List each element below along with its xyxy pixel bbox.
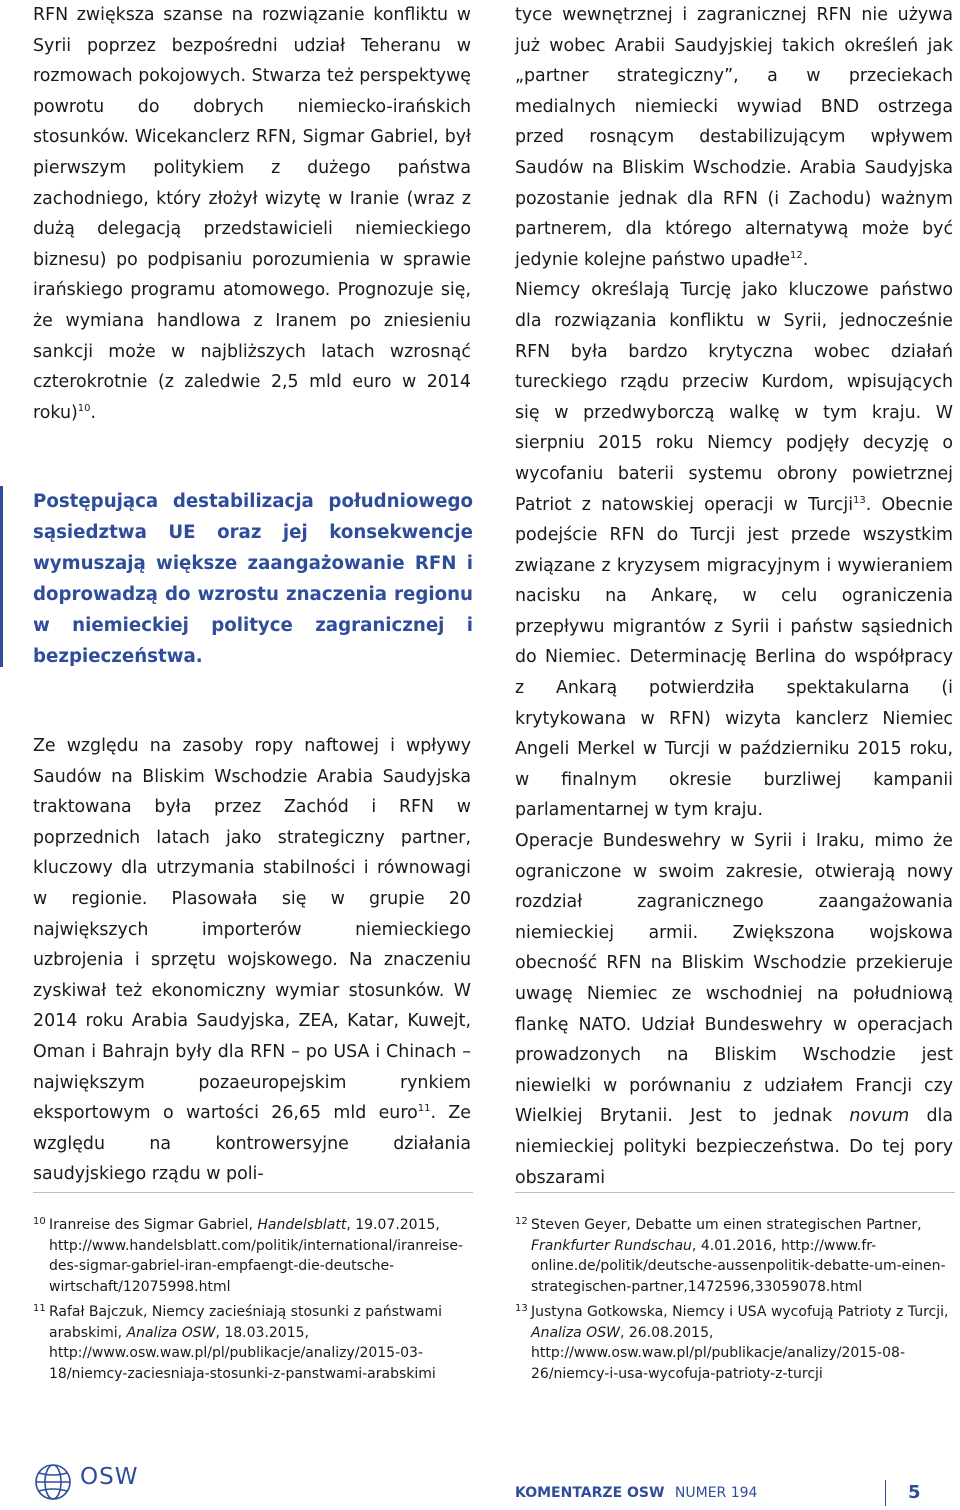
left-column: [33, 0, 471, 428]
paragraph-text: Niemcy określają Turcję jako kluczowe państwo dla rozwiązania konfliktu w Syrii, jednocześnie RFN była bardzo krytyczna wobec działań tureckiego rządu przeciw Kurdom, wpisujących się w przedwyborczą walkę w tym kraju. W sierpniu 2015 roku Niemcy podjęły decyzję o wycofaniu baterii systemu obrony powietrznej Patriot z natowskiej operacji w Turcji: [515, 280, 953, 515]
footnote-ref[interactable]: 12: [790, 249, 803, 261]
footnote-ref[interactable]: 10: [77, 402, 91, 414]
publication-info: [515, 1485, 757, 1501]
footnote: [33, 1215, 473, 1298]
footnote-text: Rafał Bajczuk, Niemcy zacieśniają stosunki z państwami arabskimi,: [49, 1303, 442, 1341]
footnote: [515, 1302, 955, 1385]
footnote-ref[interactable]: 11: [417, 1103, 431, 1115]
footnote-link[interactable]: , 18.03.2015, http://www.osw.waw.pl/pl/publikacje/analizy/2015-03-18/niemcy-zaciesniaja-stosunki-z-panstwami-arabskimi: [49, 1324, 436, 1382]
right-column: [515, 0, 953, 1193]
footnote: [515, 1215, 955, 1298]
body-paragraph: [515, 275, 953, 826]
footnote-divider: [515, 1192, 955, 1193]
body-paragraph: [515, 0, 953, 275]
footnote-source: Analiza OSW: [126, 1324, 216, 1341]
page-footer: [0, 1450, 960, 1510]
footnote-text: Justyna Gotkowska, Niemcy i USA wycofują Patrioty z Turcji,: [531, 1303, 949, 1320]
footnote: [33, 1302, 473, 1385]
footnote-divider: [33, 1192, 473, 1193]
footnote-text: Iranreise des Sigmar Gabriel,: [49, 1217, 258, 1233]
issue-number: NUMER 194: [674, 1485, 758, 1501]
page-number: 5: [908, 1482, 921, 1503]
paragraph-text: RFN zwiększa szanse na rozwiązanie konfliktu w Syrii poprzez bezpośredni udział Teheranu w rozmowach pokojowych. Stwarza też perspektywę powrotu do dobrych niemiecko-irańskich stosunków. Wicekanclerz RFN, Sigmar Gabriel, był pierwszym politykiem z dużego państwa zachodniego, który złożył wizytę w Iranie (wraz z dużą delegacją przedstawicieli niemieckiego biznesu) po podpisaniu porozumienia w sprawie irańskiego programu atomowego. Prognozuje się, że wymiana handlowa z Iranem po zniesieniu sankcji może w najbliższych latach wzrosnąć czterokrotnie (z zaledwie 2,5 mld euro w 2014 roku): [33, 5, 471, 423]
highlight-accent-bar: [0, 486, 3, 667]
left-column-lower: [33, 731, 471, 1190]
body-paragraph: [33, 0, 471, 428]
footnote-text: Steven Geyer, Debatte um einen strategischen Partner,: [531, 1217, 922, 1233]
body-paragraph: [33, 731, 471, 1190]
paragraph-text: tyce wewnętrznej i zagranicznej RFN nie używa już wobec Arabii Saudyjskiej takich określeń jak „partner strategiczny”, a w przeciekach medialnych niemiecki wywiad BND ostrzega przed rosnącym destabilizującym wpływem Saudów na Bliskim Wschodzie. Arabia Saudyjska pozostanie jednak dla RFN (i Zachodu) ważnym partnerem, dla którego alternatywą może być jedynie kolejne państwo upadłe: [515, 5, 953, 270]
paragraph-text: dla niemieckiej polityki bezpieczeństwa. Do tej pory obszarami: [515, 1106, 953, 1188]
italic-term: novum: [849, 1106, 910, 1127]
footnote-source: Analiza OSW: [531, 1324, 620, 1341]
paragraph-text: Operacje Bundeswehry w Syrii i Iraku, mimo że ograniczone w swoim zakresie, otwierają nowy rozdział zagranicznego zaangażowania niemieckiej armii. Zwiększona wojskowa obecność RFN na Bliskim Wschodzie przekieruje uwagę Niemiec ze wschodniej na południową flankę NATO. Udział Bundeswehry w operacjach prowadzonych na Bliskim Wschodzie jest niewielki w porównaniu z udziałem Francji czy Wielkiej Brytanii. Jest to jednak: [515, 831, 953, 1127]
footnote-number: 10: [33, 1216, 46, 1227]
footnote-source: Frankfurter Rundschau: [531, 1237, 692, 1254]
series-name: KOMENTARZE OSW: [515, 1485, 665, 1501]
paragraph-text: .: [802, 249, 809, 270]
footnotes-right: [515, 1215, 955, 1389]
paragraph-text: .: [90, 402, 97, 423]
footnote-link[interactable]: , 19.07.2015, http://www.handelsblatt.com/politik/international/iranreise-des-sigmar-gabriel-iran-empfaengt-die-deutsche-wirtschaft/12075998.html: [49, 1217, 464, 1296]
footnotes-left: [33, 1215, 473, 1389]
footnote-source: Handelsblatt: [257, 1217, 347, 1233]
footnote-link[interactable]: , 4.01.2016, http://www.fr-online.de/politik/deutsche-aussenpolitik-debatte-um-einen-strategischen-partner,1472596,33059078.html: [531, 1237, 946, 1296]
footnote-number: 12: [515, 1216, 528, 1227]
page-number-separator: [885, 1480, 886, 1506]
footnote-link[interactable]: , 26.08.2015, http://www.osw.waw.pl/pl/publikacje/analizy/2015-08-26/niemcy-i-usa-wycofuja-patrioty-z-turcji: [531, 1324, 906, 1382]
footnote-number: 13: [515, 1302, 528, 1314]
paragraph-text: Ze względu na zasoby ropy naftowej i wpływy Saudów na Bliskim Wschodzie Arabia Saudyjska traktowana była przez Zachód i RFN w poprzednich latach jako strategiczny partner, kluczowy dla utrzymania stabilności i równowagi w regionie. Plasowała się w grupie 20 największych importerów niemieckiego uzbrojenia i sprzętu wojskowego. Na znaczeniu zyskiwał też ekonomiczny wymiar stosunków. W 2014 roku Arabia Saudyjska, ZEA, Katar, Kuwejt, Oman i Bahrajn były dla RFN – po USA i Chinach – największym pozaeuropejskim rynkiem eksportowym o wartości 26,65 mld euro: [33, 736, 471, 1124]
paragraph-text: . Obecnie podejście RFN do Turcji jest przede wszystkim związane z kryzysem migracyjnym i wywieraniem nacisku na Ankarę, w celu ograniczenia przepływu migrantów z Syrii i państw sąsiednich do Niemiec. Determinację Berlina do współpracy z Ankarą potwierdziła spektakularna (i krytykowana w RFN) wizyta kanclerz Niemiec Angeli Merkel w Turcji w październiku 2015 roku, w finalnym okresie burzliwej kampanii parlamentarnej w tym kraju.: [515, 494, 953, 821]
osw-globe-icon: [33, 1462, 77, 1502]
paragraph-text: . Ze względu na kontrowersyjne działania saudyjskiego rządu w poli-: [33, 1103, 471, 1185]
body-paragraph: [515, 826, 953, 1193]
pull-quote: Postępująca destabilizacja południowego sąsiedztwa UE oraz jej konsekwencje wymuszają większe zaangażowanie RFN i doprowadzą do wzrostu znaczenia regionu w niemieckiej polityce zagranicznej i bezpieczeństwa.: [33, 491, 473, 667]
footnote-number: 11: [33, 1302, 46, 1314]
footnote-ref[interactable]: 13: [853, 494, 866, 506]
logo-text: OSW: [80, 1464, 139, 1490]
